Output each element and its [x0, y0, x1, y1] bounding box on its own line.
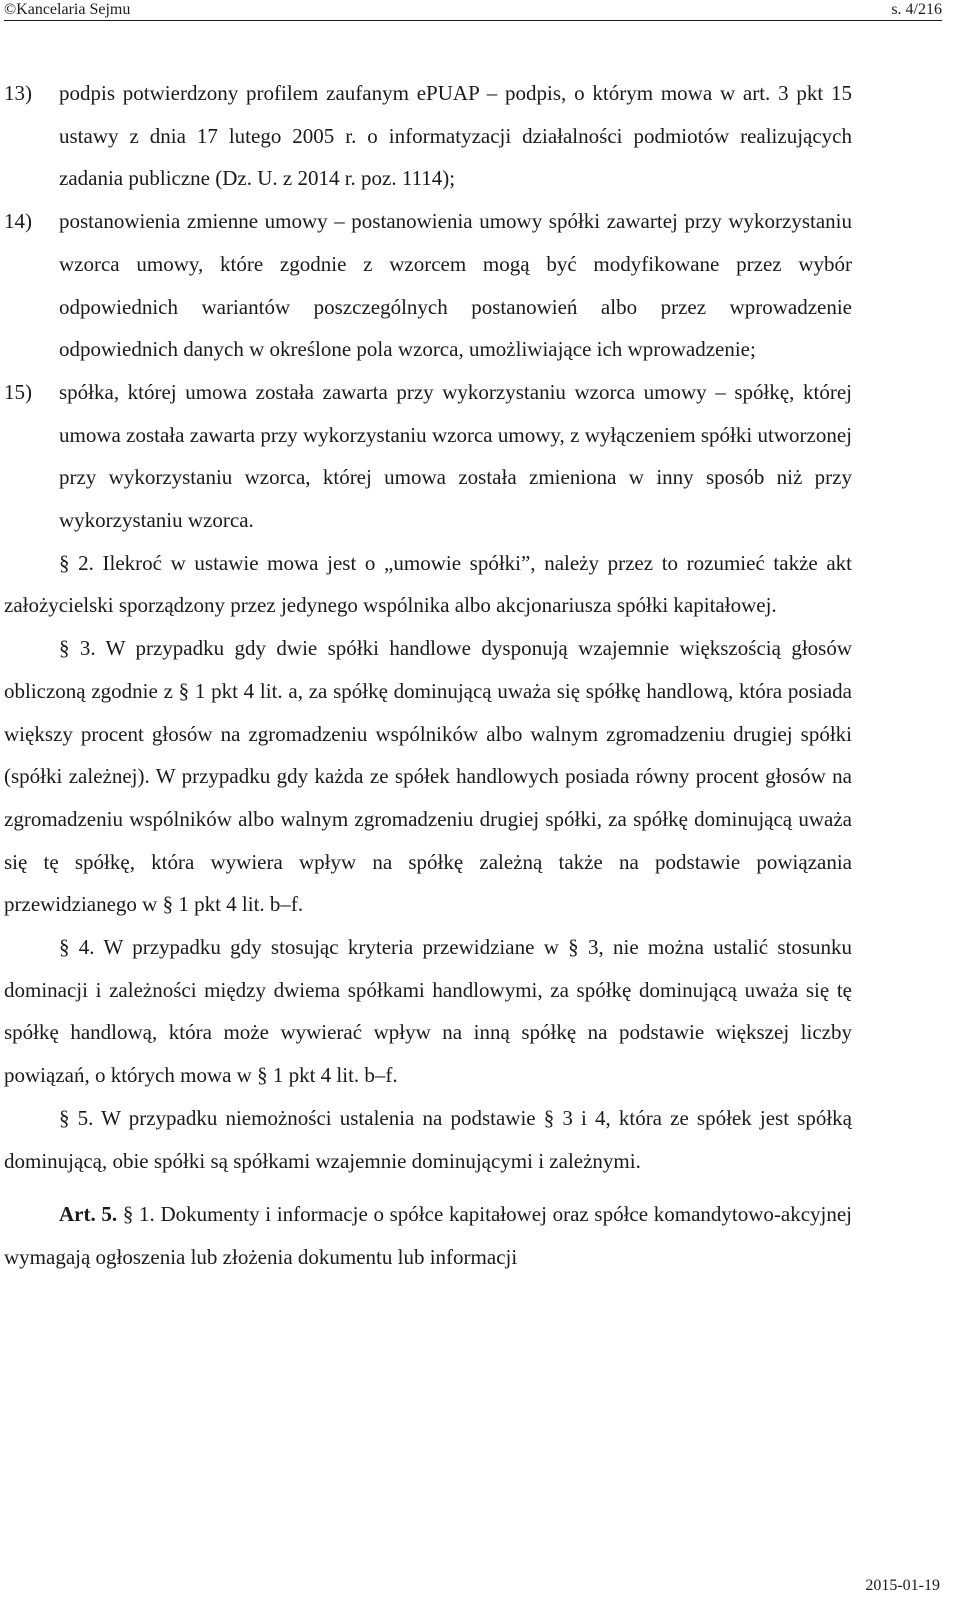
header-divider — [4, 20, 942, 21]
list-item-number: 15) — [4, 379, 32, 404]
header-source: ©Kancelaria Sejmu — [4, 1, 131, 18]
list-item-number: 13) — [4, 81, 32, 105]
paragraph-5: § 5. W przypadku niemożności ustalenia na podstawie § 3 i 4, która ze spółek jest spółką dominującą, obie spółki są spółkami wzajemnie dominującymi i zależnymi. — [4, 1105, 852, 1173]
header-page-number: s. 4/216 — [891, 1, 942, 18]
list-item-text: podpis potwierdzony profilem zaufanym ePUAP – podpis, o którym mowa w art. 3 pkt 15 ustawy z dnia 17 lutego 2005 r. o informatyzacji działalności podmiotów realizujących zadania publiczne (Dz. U. z 2014 r. poz. 1114); — [59, 81, 852, 191]
article-text: § 1. Dokumenty i informacje o spółce kapitałowej oraz spółce komandytowo-akcyjnej wymagają ogłoszenia lub złożenia dokumentu lub informacji — [4, 1202, 853, 1269]
paragraph-4: § 4. W przypadku gdy stosując kryteria przewidziane w § 3, nie można ustalić stosunku dominacji i zależności między dwiema spółkami handlowymi, za spółkę dominującą uważa się tę spółkę handlową, która może wywierać wpływ na inną spółkę na podstawie większej liczby powiązań, o których mowa w § 1 pkt 4 lit. b–f. — [4, 935, 852, 1088]
paragraph-2: § 2. Ilekroć w ustawie mowa jest o „umowie spółki”, należy przez to rozumieć także akt założycielski sporządzony przez jedynego wspólnika albo akcjonariusza spółki kapitałowej. — [4, 550, 852, 618]
article-5 — [4, 1193, 852, 1278]
list-item-text: postanowienia zmienne umowy – postanowienia umowy spółki zawartej przy wykorzystaniu wzorca umowy, które zgodnie z wzorcem mogą być modyfikowane przez wybór odpowiednich wariantów poszczególnych postanowień albo przez wprowadzenie odpowiednich danych w określone pola wzorca, umożliwiające ich wprowadzenie; — [59, 209, 852, 362]
footer-date: 2015-01-19 — [865, 1577, 940, 1594]
list-item-13 — [4, 72, 852, 200]
document-body — [4, 72, 852, 1279]
list-item-number: 14) — [4, 209, 32, 234]
article-label: Art. 5. — [59, 1202, 118, 1227]
list-item-14 — [4, 200, 852, 371]
paragraph-3: § 3. W przypadku gdy dwie spółki handlowe dysponują wzajemnie większością głosów obliczoną zgodnie z § 1 pkt 4 lit. a, za spółkę dominującą uważa się spółkę handlową, która posiada większy procent głosów na zgromadzeniu wspólników albo walnym zgromadzeniu drugiej spółki (spółki zależnej). W przypadku gdy każda ze spółek handlowych posiada równy procent głosów na zgromadzeniu wspólników albo walnym zgromadzeniu drugiej spółki, za spółkę dominującą uważa się tę spółkę, która wywiera wpływ na spółkę zależną także na podstawie powiązania przewidzianego w § 1 pkt 4 lit. b–f. — [4, 636, 852, 917]
list-item-15 — [4, 371, 852, 542]
list-item-text: spółka, której umowa została zawarta przy wykorzystaniu wzorca umowy – spółkę, której umowa została zawarta przy wykorzystaniu wzorca umowy, z wyłączeniem spółki utworzonej przy wykorzystaniu wzorca, której umowa została zmieniona w inny sposób niż przy wykorzystaniu wzorca. — [59, 379, 852, 533]
